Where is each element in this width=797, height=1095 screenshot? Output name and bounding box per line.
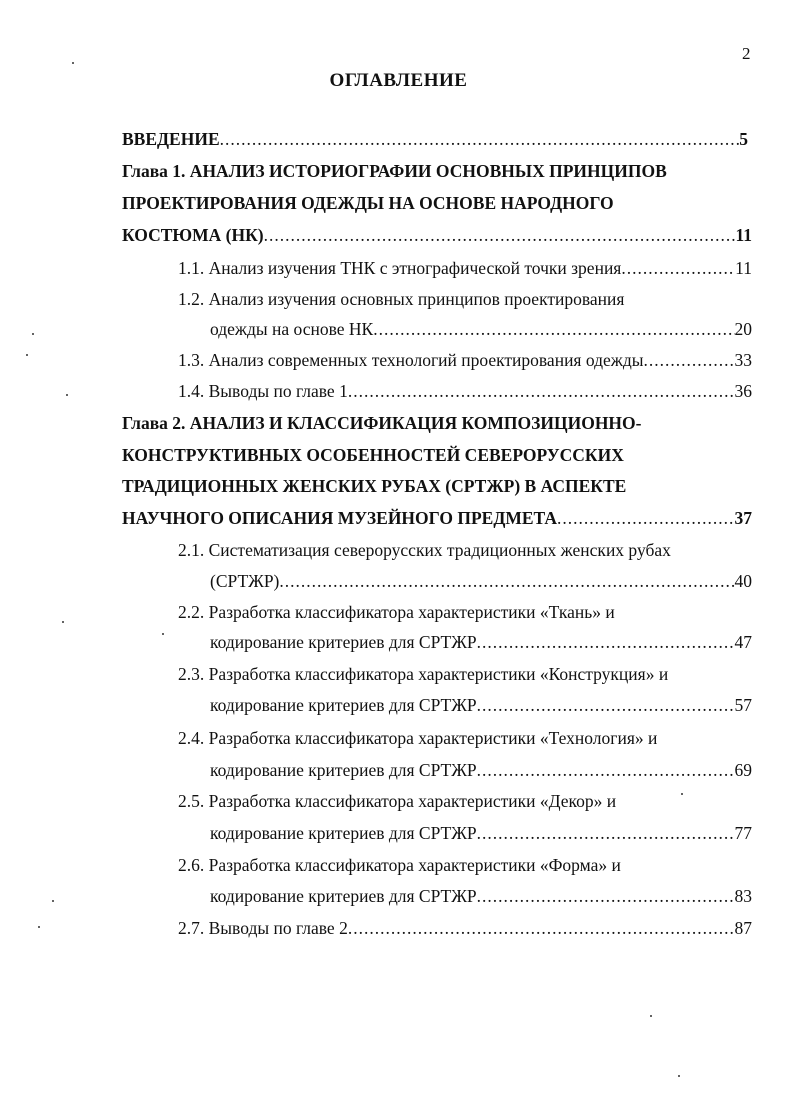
toc-entry-2-7 <box>178 915 752 941</box>
leader-dots <box>477 629 735 655</box>
scan-speck <box>162 633 164 635</box>
toc-entry-1-3 <box>178 347 752 373</box>
toc-entry-intro <box>122 126 748 152</box>
toc-entry-2-5-line-1: 2.5. Разработка классификатора характеристики «Декор» и <box>178 791 617 811</box>
toc-entry-text: кодирование критериев для СРТЖР <box>210 632 477 652</box>
toc-entry-2-5-line-2 <box>210 820 752 846</box>
toc-entry-page: 36 <box>734 381 752 401</box>
leader-dots <box>279 568 734 594</box>
toc-entry-2-6-line-2 <box>210 883 752 909</box>
scan-speck <box>52 900 54 902</box>
toc-entry-page: 37 <box>734 508 752 528</box>
leader-dots <box>644 347 735 373</box>
toc-chapter-2-line-1: Глава 2. АНАЛИЗ И КЛАССИФИКАЦИЯ КОМПОЗИЦИОННО- <box>122 413 642 433</box>
scan-speck <box>66 394 68 396</box>
leader-dots <box>557 505 735 531</box>
toc-entry-text: 1.4. Выводы по главе 1 <box>178 381 348 401</box>
toc-chapter-1-line-1: Глава 1. АНАЛИЗ ИСТОРИОГРАФИИ ОСНОВНЫХ ПРИНЦИПОВ <box>122 161 667 181</box>
scan-speck <box>26 354 28 356</box>
toc-entry-1-4 <box>178 378 752 404</box>
toc-entry-text: 2.7. Выводы по главе 2 <box>178 918 348 938</box>
toc-entry-2-6-line-1: 2.6. Разработка классификатора характеристики «Форма» и <box>178 855 621 875</box>
toc-chapter-2-line-3: ТРАДИЦИОННЫХ ЖЕНСКИХ РУБАХ (СРТЖР) В АСПЕКТЕ <box>122 476 627 496</box>
toc-chapter-1-line-2: ПРОЕКТИРОВАНИЯ ОДЕЖДЫ НА ОСНОВЕ НАРОДНОГО <box>122 193 614 213</box>
toc-entry-text: КОСТЮМА (НК) <box>122 225 264 245</box>
scan-speck <box>678 1075 680 1077</box>
toc-entry-text: НАУЧНОГО ОПИСАНИЯ МУЗЕЙНОГО ПРЕДМЕТА <box>122 508 557 528</box>
leader-dots <box>348 915 735 941</box>
scan-speck <box>650 1015 652 1017</box>
toc-chapter-2-line-2: КОНСТРУКТИВНЫХ ОСОБЕННОСТЕЙ СЕВЕРОРУССКИХ <box>122 445 624 465</box>
toc-entry-page: 20 <box>734 319 752 339</box>
leader-dots <box>220 126 740 152</box>
toc-entry-page: 5 <box>739 129 748 149</box>
toc-entry-text: кодирование критериев для СРТЖР <box>210 760 477 780</box>
toc-entry-page: 11 <box>735 258 752 278</box>
page-number: 2 <box>742 44 751 63</box>
toc-entry-2-3-line-2 <box>210 692 752 718</box>
leader-dots <box>373 316 734 342</box>
toc-entry-2-3-line-1: 2.3. Разработка классификатора характеристики «Конструкция» и <box>178 664 669 684</box>
toc-entry-1-2-line-2 <box>210 316 752 342</box>
toc-entry-page: 87 <box>734 918 752 938</box>
toc-chapter-1-line-3 <box>122 222 752 248</box>
scan-speck <box>32 333 34 335</box>
toc-entry-2-2-line-1: 2.2. Разработка классификатора характеристики «Ткань» и <box>178 602 615 622</box>
leader-dots <box>477 820 735 846</box>
leader-dots <box>477 692 735 718</box>
toc-entry-page: 69 <box>734 760 752 780</box>
scan-speck <box>681 793 683 795</box>
toc-entry-text: кодирование критериев для СРТЖР <box>210 823 477 843</box>
toc-entry-page: 11 <box>735 225 752 245</box>
toc-entry-2-1-line-1: 2.1. Систематизация северорусских традиционных женских рубах <box>178 540 671 560</box>
toc-entry-page: 33 <box>734 350 752 370</box>
toc-entry-page: 83 <box>734 886 752 906</box>
toc-entry-page: 47 <box>734 632 752 652</box>
toc-entry-page: 57 <box>734 695 752 715</box>
leader-dots <box>477 757 735 783</box>
toc-entry-text: кодирование критериев для СРТЖР <box>210 695 477 715</box>
scan-speck <box>38 926 40 928</box>
toc-entry-1-2-line-1: 1.2. Анализ изучения основных принципов проектирования <box>178 289 625 309</box>
toc-entry-2-2-line-2 <box>210 629 752 655</box>
toc-chapter-2-line-4 <box>122 505 752 531</box>
toc-entry-1-1 <box>178 255 752 281</box>
scan-speck <box>72 62 74 64</box>
leader-dots <box>621 255 735 281</box>
toc-entry-page: 40 <box>734 571 752 591</box>
toc-entry-text: одежды на основе НК <box>210 319 374 339</box>
toc-entry-page: 77 <box>734 823 752 843</box>
toc-entry-text: ВВЕДЕНИЕ <box>122 129 220 149</box>
toc-entry-2-4-line-2 <box>210 757 752 783</box>
leader-dots <box>348 378 735 404</box>
toc-entry-text: 1.1. Анализ изучения ТНК с этнографической точки зрения <box>178 258 622 278</box>
toc-entry-text: кодирование критериев для СРТЖР <box>210 886 477 906</box>
toc-entry-2-1-line-2 <box>210 568 752 594</box>
toc-entry-text: (СРТЖР) <box>210 571 280 591</box>
scan-speck <box>62 621 64 623</box>
leader-dots <box>264 222 736 248</box>
page-title: ОГЛАВЛЕНИЕ <box>329 70 468 91</box>
toc-entry-text: 1.3. Анализ современных технологий проектирования одежды <box>178 350 644 370</box>
toc-entry-2-4-line-1: 2.4. Разработка классификатора характеристики «Технология» и <box>178 728 658 748</box>
leader-dots <box>477 883 735 909</box>
